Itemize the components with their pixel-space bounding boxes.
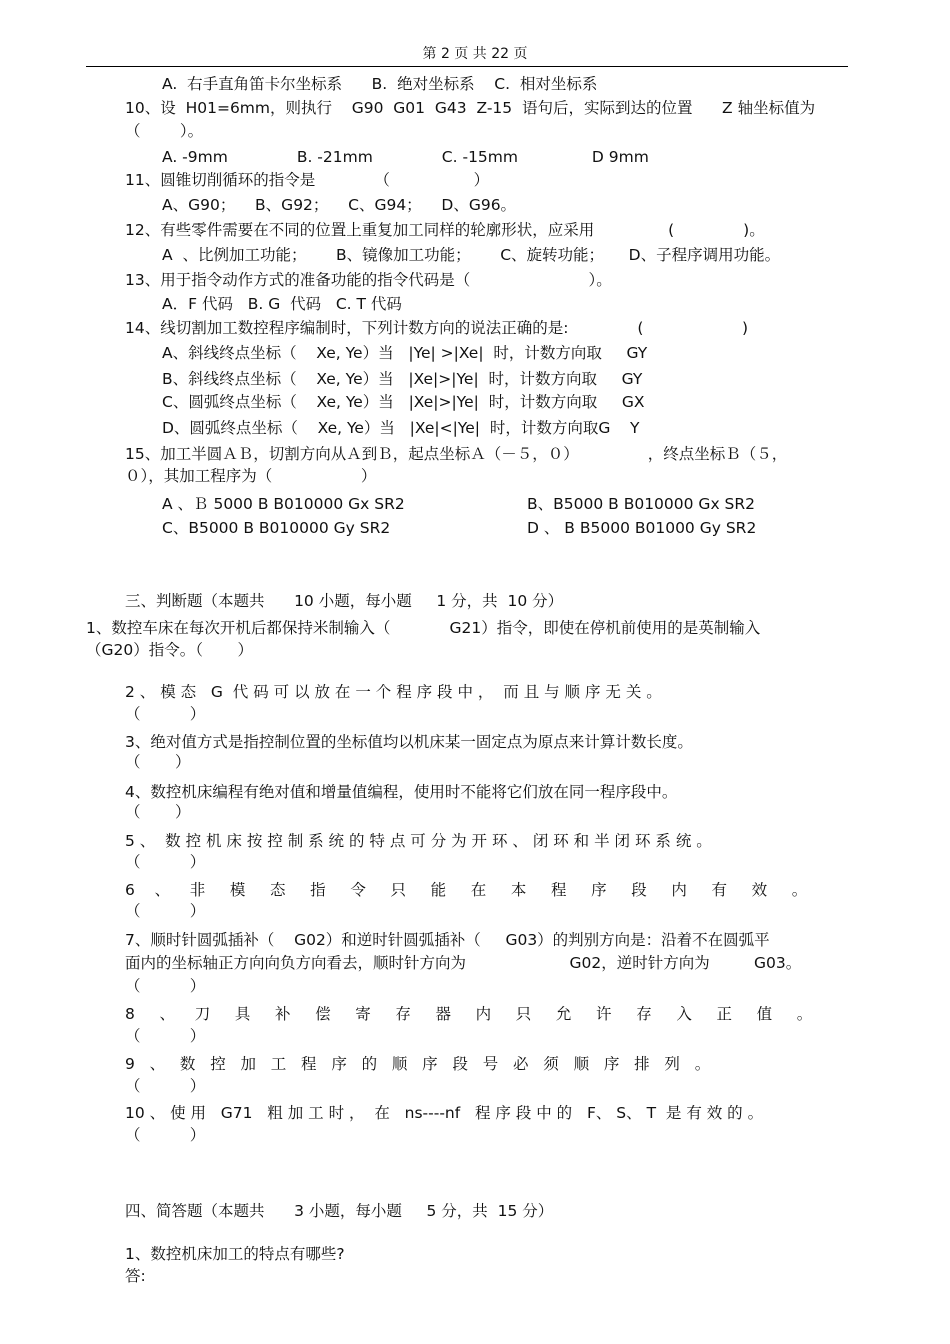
tf-question-6-line-1: 6 、 非 模 态 指 令 只 能 在 本 程 序 段 内 有 效 。 <box>125 881 808 899</box>
question-15-text-cont: ０），其加工程序为（ ） <box>125 467 377 485</box>
sa-question-1-text: 1、数控机床加工的特点有哪些? <box>125 1245 345 1263</box>
question-12-text: 12、有些零件需要在不同的位置上重复加工同样的轮廓形状，应采用 ( )。 <box>125 221 765 239</box>
section-3-title: 三、判断题（本题共 10 小题，每小题 1 分，共 10 分） <box>125 592 564 610</box>
question-11-text: 11、圆锥切削循环的指令是 （ ） <box>125 171 490 189</box>
tf-question-10-line-1: 10 、 使 用 G71 粗 加 工 时 ， 在 ns----nf 程 序 段 中 的 F、 S、 T 是 有 效 的 。 <box>125 1104 764 1122</box>
question-14-option-a: A、斜线终点坐标（ Xe, Ye）当 |Ye| >|Xe| 时，计数方向取 GY <box>162 344 648 362</box>
question-9-options: A. 右手直角笛卡尔坐标系 B. 绝对坐标系 C. 相对坐标系 <box>162 75 598 93</box>
question-14-option-b: B、斜线终点坐标（ Xe, Ye）当 |Xe|>|Ye| 时，计数方向取 GY <box>162 370 643 388</box>
tf-question-7-line-3: （ ） <box>125 977 206 995</box>
tf-question-10-line-2: （ ） <box>125 1126 206 1144</box>
tf-question-5-line-2: （ ） <box>125 853 206 871</box>
question-12-options: A 、比例加工功能； B、镜像加工功能； C、旋转功能； D、子程序调用功能。 <box>162 246 781 264</box>
question-14-option-c: C、圆弧终点坐标（ Xe, Ye）当 |Xe|>|Ye| 时，计数方向取 GX <box>162 393 645 411</box>
question-15-option-b: B、B5000 B B010000 Gx SR2 <box>527 495 756 513</box>
header-rule <box>86 66 848 67</box>
question-15-option-a: A 、Ｂ 5000 B B010000 Gx SR2 <box>162 495 405 513</box>
tf-question-8-line-2: （ ） <box>125 1027 206 1045</box>
tf-question-2-line-1: 2 、 模 态 G 代 码 可 以 放 在 一 个 程 序 段 中 ， 而 且 与 顺 序 无 关 。 <box>125 683 662 701</box>
section-4-title: 四、简答题（本题共 3 小题，每小题 5 分，共 15 分） <box>125 1202 554 1220</box>
tf-question-4-line-1: 4、数控机床编程有绝对值和增量值编程，使用时不能将它们放在同一程序段中。 <box>125 783 678 801</box>
tf-question-5-line-1: 5 、 数 控 机 床 按 控 制 系 统 的 特 点 可 分 为 开 环 、 闭 环 和 半 闭 环 系 统 。 <box>125 832 712 850</box>
tf-question-9-line-1: 9 、 数 控 加 工 程 序 的 顺 序 段 号 必 须 顺 序 排 列 。 <box>125 1055 711 1073</box>
page-header: 第 2 页 共 22 页 <box>422 46 528 62</box>
tf-question-1-line-1: 1、数控车床在每次开机后都保持米制输入（ G21）指令，即使在停机前使用的是英制输入 <box>86 619 761 637</box>
question-10-options: A. -9mm B. -21mm C. -15mm D 9mm <box>162 148 649 166</box>
tf-question-8-line-1: 8 、 刀 具 补 偿 寄 存 器 内 只 允 许 存 入 正 值 。 <box>125 1005 813 1023</box>
answer-label: 答: <box>125 1267 146 1285</box>
question-10-text: 10、设 H01=6mm，则执行 G90 G01 G43 Z-15 语句后，实际到达的位置 Z 轴坐标值为 <box>125 99 816 117</box>
question-10-blank: （ ）。 <box>125 122 204 140</box>
tf-question-2-line-2: （ ） <box>125 705 206 723</box>
question-11-options: A、G90； B、G92； C、G94； D、G96。 <box>162 196 517 214</box>
tf-question-9-line-2: （ ） <box>125 1077 206 1095</box>
question-15-option-d: D 、 B B5000 B01000 Gy SR2 <box>527 519 757 537</box>
question-15-text: 15、加工半圆ＡＢ，切割方向从Ａ到Ｂ，起点坐标Ａ（－５，０） ，终点坐标Ｂ（５， <box>125 445 788 463</box>
question-13-text: 13、用于指令动作方式的准备功能的指令代码是（ ）。 <box>125 271 612 289</box>
question-14-option-d: D、圆弧终点坐标（ Xe, Ye）当 |Xe|<|Ye| 时，计数方向取G Y <box>162 419 640 437</box>
question-15-option-c: C、B5000 B B010000 Gy SR2 <box>162 519 391 537</box>
tf-question-7-line-1: 7、顺时针圆弧插补（ G02）和逆时针圆弧插补（ G03）的判别方向是：沿着不在圆弧平 <box>125 931 770 949</box>
tf-question-4-line-2: （ ） <box>125 803 191 821</box>
question-14-text: 14、线切割加工数控程序编制时，下列计数方向的说法正确的是: ( ) <box>125 319 749 337</box>
tf-question-3-line-1: 3、绝对值方式是指控制位置的坐标值均以机床某一固定点为原点来计算计数长度。 <box>125 733 693 751</box>
tf-question-3-line-2: （ ） <box>125 753 191 771</box>
question-13-options: A．F 代码 B. G 代码 C. T 代码 <box>162 295 402 313</box>
tf-question-6-line-2: （ ） <box>125 902 206 920</box>
tf-question-7-line-2: 面内的坐标轴正方向向负方向看去，顺时针方向为 G02，逆时针方向为 G03。 <box>125 954 802 972</box>
tf-question-1-line-2: （G20）指令。（ ） <box>86 641 253 659</box>
